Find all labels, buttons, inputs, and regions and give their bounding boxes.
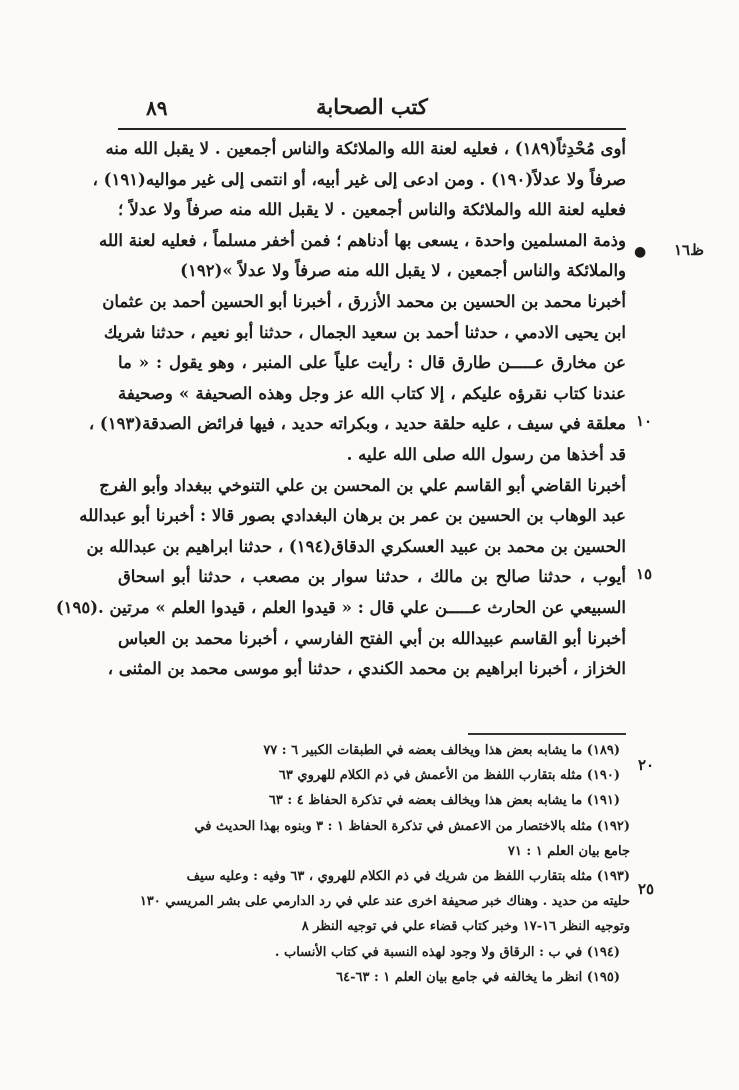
line-number-20: ٢٠ bbox=[638, 756, 655, 774]
footnote-line: حليته من حديد . وهناك خبر صحيفة اخرى عند علي في رد الدارمي على بشر المريسي ١٣٠ bbox=[139, 894, 630, 910]
text-line: وذمة المسلمين واحدة ، يسعى بها أدناهم ؛ فمن أخفر مسلماً ، فعليه لعنة الله bbox=[99, 230, 626, 250]
text-line: عبد الوهاب بن الحسين بن عمر بن برهان البغدادي بصور قالا : أخبرنا أبو عبدالله bbox=[79, 506, 626, 526]
text-line: الخزاز ، أخبرنا ابراهيم بن محمد الكندي ، حدثنا أبو موسى محمد بن المثنى ، bbox=[107, 659, 626, 679]
paragraph-dot-icon: ● bbox=[634, 244, 647, 260]
text-line: فعليه لعنة الله والملائكة والناس أجمعين . لا يقبل الله منه صرفاً ولا عدلاً ؛ bbox=[118, 200, 626, 220]
footnote-line: (١٩٢) مثله بالاختصار من الاعمش في تذكرة الحفاظ ١ : ٣ وبنوه بهذا الحديث في bbox=[194, 818, 630, 834]
footnote-line: (١٨٩) ما يشابه بعض هذا ويخالف بعضه في الطبقات الكبير ٦ : ٧٧ bbox=[263, 743, 620, 758]
footnote-line: جامع بيان العلم ١ : ٧١ bbox=[507, 843, 630, 859]
text-line: قد أخذها من رسول الله صلى الله عليه . bbox=[346, 444, 626, 464]
footnote-line: (١٩٥) انظر ما يخالفه في جامع بيان العلم ١ : ٦٣-٦٤ bbox=[336, 969, 620, 985]
running-title: كتب الصحابة bbox=[316, 94, 428, 119]
text-line: عن مخارق عـــــن طارق قال : رأيت علياً على المنبر ، وهو يقول : « ما bbox=[118, 353, 626, 373]
text-line: السبيعي عن الحارث عـــــن علي قال : « قيدوا العلم ، قيدوا العلم » مرتين .(١٩٥) bbox=[55, 597, 626, 617]
footnotes bbox=[118, 738, 630, 990]
footnote-line: (١٩٣) مثله بتقارب اللفظ من شريك في ذم الكلام للهروي ، ٦٣ وفيه : وعليه سيف bbox=[186, 868, 630, 884]
footnote-line: (١٩٤) في ب : الرقاق ولا وجود لهذه النسبة في كتاب الأنساب . bbox=[274, 944, 620, 960]
text-line: والملائكة والناس أجمعين ، لا يقبل الله منه صرفاً ولا عدلاً »(١٩٢) bbox=[180, 261, 626, 281]
text-line: معلقة في سيف ، عليه حلقة حديد ، وبكراته حديد ، فيها فرائض الصدقة(١٩٣) ، bbox=[88, 414, 626, 434]
header-rule bbox=[118, 128, 626, 130]
text-line: أيوب ، حدثنا صالح بن مالك ، حدثنا سوار بن مصعب ، حدثنا أبو اسحاق bbox=[118, 567, 626, 587]
text-line: عندنا كتاب نقرؤه عليكم ، إلا كتاب الله عز وجل وهذه الصحيفة » وصحيفة bbox=[118, 383, 626, 403]
line-number-10: ١٠ bbox=[636, 412, 653, 430]
text-line: الحسين بن محمد بن عبيد العسكري الدقاق(١٩٤) ، حدثنا ابراهيم بن عبدالله بن bbox=[86, 536, 626, 556]
page-header bbox=[118, 92, 626, 126]
text-line: أوى مُحْدِثاً(١٨٩) ، فعليه لعنة الله والملائكة والناس أجمعين . لا يقبل الله منه bbox=[105, 139, 626, 158]
line-number-15: ١٥ bbox=[636, 565, 653, 583]
footnote-rule bbox=[468, 733, 626, 735]
text-line: أخبرنا أبو القاسم عبيدالله بن أبي الفتح الفارسي ، أخبرنا محمد بن العباس bbox=[118, 628, 626, 648]
text-line: أخبرنا محمد بن الحسين بن محمد الأزرق ، أخبرنا أبو الحسين أحمد بن عثمان bbox=[102, 291, 626, 311]
text-line: ابن يحيى الادمي ، حدثنا أحمد بن سعيد الجمال ، حدثنا أبو نعيم ، حدثنا شريك bbox=[103, 322, 626, 342]
folio-reference: ظ١٦ bbox=[674, 241, 704, 259]
text-line: صرفاً ولا عدلاً(١٩٠) . ومن ادعى إلى غير أبيه، أو انتمى إلى غير مواليه(١٩١) ، bbox=[92, 169, 626, 189]
main-text bbox=[55, 134, 626, 685]
text-line: أخبرنا القاضي أبو القاسم علي بن المحسن بن علي التنوخي ببغداد وأبو الفرج bbox=[99, 475, 626, 495]
page-number: ٨٩ bbox=[146, 96, 168, 120]
line-number-25: ٢٥ bbox=[638, 880, 655, 898]
footnote-line: (١٩٠) مثله بتقارب اللفظ من الأعمش في ذم الكلام للهروي ٦٣ bbox=[278, 768, 620, 784]
footnote-line: (١٩١) ما يشابه بعض هذا ويخالف بعضه في تذكرة الحفاظ ٤ : ٦٣ bbox=[268, 793, 620, 809]
footnote-line: وتوجيه النظر ١٦-١٧ وخبر كتاب قضاء علي في توجيه النظر ٨ bbox=[301, 919, 630, 935]
